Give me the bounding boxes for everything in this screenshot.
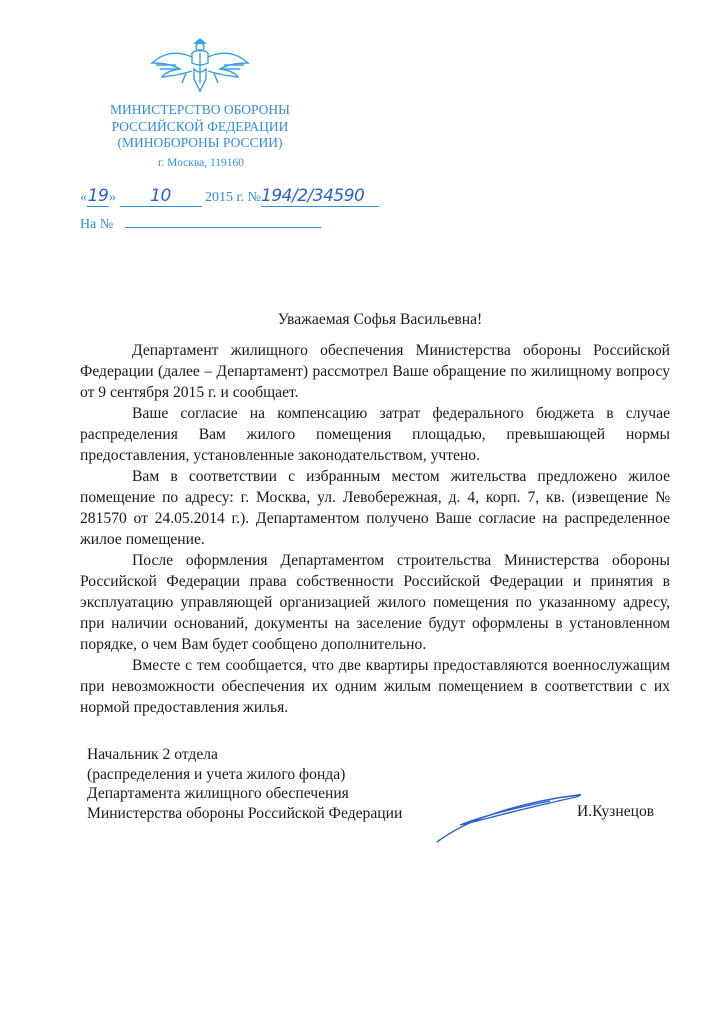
registration-line: [80, 186, 379, 207]
date-day: 19: [87, 186, 109, 206]
paragraph: Ваше согласие на компенсацию затрат федерального бюджета в случае распределения Вам жилого помещения площадью, превышающей нормы предоставления, установленные законодательством, учтено.: [80, 405, 670, 464]
position-line: Департамента жилищного обеспечения: [87, 785, 349, 802]
handwritten-signature: [430, 785, 590, 847]
signatory-name: И.Кузнецов: [577, 803, 655, 820]
quote-close: »: [109, 190, 116, 205]
outgoing-number: 194/2/34590: [261, 186, 379, 207]
emblem-icon: [150, 33, 250, 95]
paragraph: После оформления Департаментом строительства Министерства обороны Российской Федерации права собственности Российской Федерации и принятия в эксплуатацию управляющей организацией жилого помещения по указанному адресу, при наличии оснований, документы на заселение будут оформлены в установленном порядке, о чем Вам будет сообщено дополнительно.: [80, 552, 670, 653]
greeting: Уважаемая Софья Васильевна!: [277, 311, 483, 328]
position-line: (распределения и учета жилого фонда): [87, 765, 346, 783]
paragraph: Вам в соответствии с избранным местом жительства предложено жилое помещение по адресу: г. Москва, ул. Левобережная, д. 4, корп. 7, кв. (извещение № 281570 от 24.05.2014 г.). Департаментом получено Ваше согласие на распределенное жилое помещение.: [80, 468, 670, 548]
paragraph: Департамент жилищного обеспечения Министерства обороны Российской Федерации (далее – Департамент) рассмотрел Ваше обращение по жилищному вопросу от 9 сентября 2015 г. и сообщает.: [80, 342, 670, 401]
position-line: Начальник 2 отдела: [87, 746, 218, 763]
reference-number-blank: [125, 213, 321, 228]
ministry-line: МИНИСТЕРСТВО ОБОРОНЫ: [110, 102, 290, 117]
ministry-address: г. Москва, 119160: [158, 157, 245, 169]
paragraph: Вместе с тем сообщается, что две квартиры предоставляются военнослужащим при невозможности обеспечения их одним жилым помещением в соответствии с их нормой предоставления жилья.: [80, 657, 670, 716]
date-year: 2015 г. №: [205, 190, 262, 205]
ministry-line: (МИНОБОРОНЫ РОССИИ): [117, 135, 283, 150]
letter-body: [80, 340, 670, 718]
ministry-name: [80, 102, 320, 152]
reference-line: [80, 213, 321, 233]
ministry-line: РОССИЙСКОЙ ФЕДЕРАЦИИ: [111, 118, 289, 134]
position-line: Министерства обороны Российской Федерации: [87, 804, 403, 822]
signatory-position: [87, 745, 402, 823]
reference-label: На №: [80, 217, 114, 232]
date-month: 10: [120, 186, 202, 207]
quote-open: «: [80, 190, 87, 205]
